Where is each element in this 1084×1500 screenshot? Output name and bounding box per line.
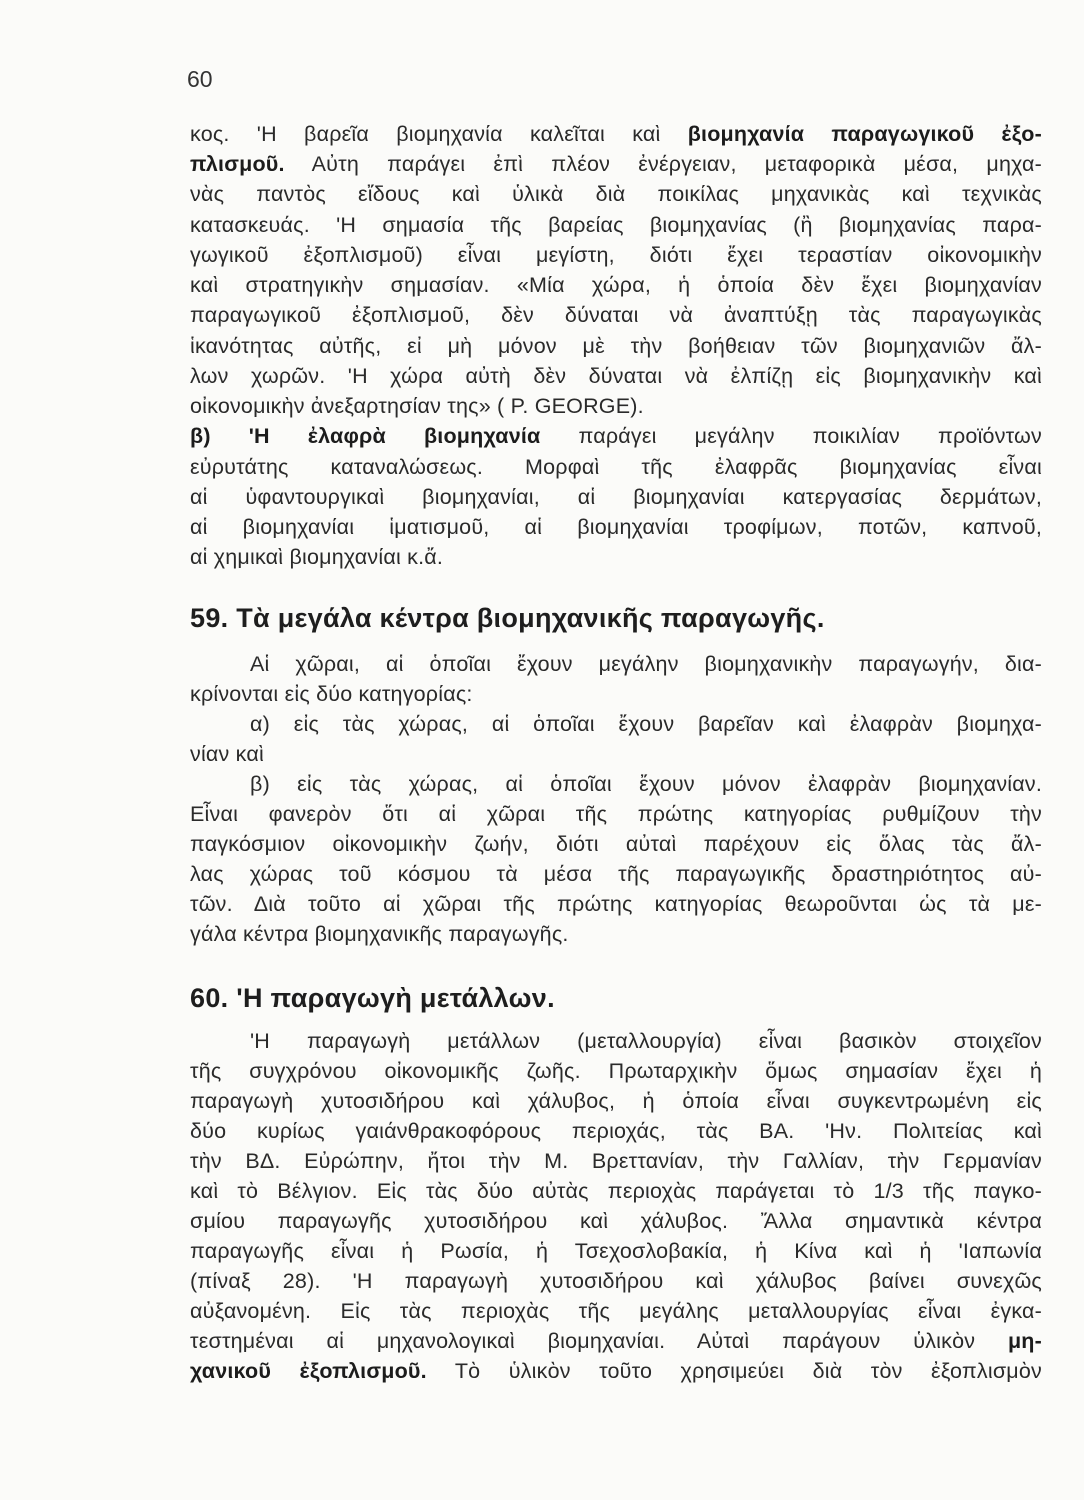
text-line: πλισμοῦ. Αὐτη παράγει ἐπὶ πλέον ἐνέργειαν, μεταφορικὰ μέσα, μηχα- bbox=[190, 152, 1042, 176]
text-line: β) 'Η ἐλαφρὰ βιομηχανία παράγει μεγάλην ποικιλίαν προϊόντων bbox=[190, 424, 1042, 448]
text-line: γωγικοῦ ἐξοπλισμοῦ) εἶναι μεγίστη, διότι ἔχει τεραστίαν οἰκονομικὴν bbox=[190, 243, 1042, 267]
section-heading: 59. Τὰ μεγάλα κέντρα βιομηχανικῆς παραγωγῆς. bbox=[190, 603, 825, 633]
text-line: τὴν ΒΔ. Εὐρώπην, ἤτοι τὴν Μ. Βρεττανίαν, τὴν Γαλλίαν, τὴν Γερμανίαν bbox=[190, 1149, 1042, 1173]
text-line: (πίναξ 28). 'Η παραγωγὴ χυτοσιδήρου καὶ χάλυβος βαίνει συνεχῶς bbox=[190, 1269, 1042, 1293]
text-line: τῶν. Διὰ τοῦτο αἱ χῶραι τῆς πρώτης κατηγορίας θεωροῦνται ὡς τὰ με- bbox=[190, 892, 1042, 916]
text-line: αἱ ὑφαντουργικαὶ βιομηχανίαι, αἱ βιομηχανίαι κατεργασίας δερμάτων, bbox=[190, 485, 1042, 509]
text-line: Εἶναι φανερὸν ὅτι αἱ χῶραι τῆς πρώτης κατηγορίας ρυθμίζουν τὴν bbox=[190, 802, 1042, 826]
text-line: παραγωγὴ χυτοσιδήρου καὶ χάλυβος, ἡ ὁποία εἶναι συγκεντρωμένη εἰς bbox=[190, 1089, 1042, 1113]
text-line: ἱκανότητας αὐτῆς, εἰ μὴ μόνον μὲ τὴν βοήθειαν τῶν βιομηχανιῶν ἄλ- bbox=[190, 334, 1042, 358]
text-line: τεστημέναι αἱ μηχανολογικαὶ βιομηχανίαι. Αὐταὶ παράγουν ὑλικὸν μη- bbox=[190, 1329, 1042, 1353]
bold-term: χανικοῦ ἐξοπλισμοῦ. bbox=[190, 1359, 427, 1383]
section-heading: 60. 'Η παραγωγὴ μετάλλων. bbox=[190, 983, 555, 1013]
text-line: καὶ στρατηγικὴν σημασίαν. «Μία χώρα, ἡ ὁποία δὲν ἔχει βιομηχανίαν bbox=[190, 273, 1042, 297]
bold-term: μη- bbox=[1007, 1329, 1042, 1353]
text-line: νίαν καὶ bbox=[190, 742, 264, 766]
text-line: οἰκονομικὴν ἀνεξαρτησίαν της» ( P. GEORGE). bbox=[190, 394, 644, 418]
text-line: λων χωρῶν. 'Η χώρα αὐτὴ δὲν δύναται νὰ ἐλπίζῃ εἰς βιομηχανικὴν καὶ bbox=[190, 364, 1042, 388]
bold-term: βιομηχανία παραγωγικοῦ ἐξο- bbox=[687, 122, 1042, 146]
text-line: α) εἰς τὰς χώρας, αἱ ὁποῖαι ἔχουν βαρεῖαν καὶ ἐλαφρὰν βιομηχα- bbox=[250, 712, 1042, 736]
text-line: αἱ βιομηχανίαι ἱματισμοῦ, αἱ βιομηχανίαι τροφίμων, ποτῶν, καπνοῦ, bbox=[190, 515, 1042, 539]
text-line: δύο κυρίως γαιάνθρακοφόρους περιοχάς, τὰς ΒΑ. 'Ην. Πολιτείας καὶ bbox=[190, 1119, 1042, 1143]
text-line: Αἱ χῶραι, αἱ ὁποῖαι ἔχουν μεγάλην βιομηχανικὴν παραγωγήν, δια- bbox=[250, 652, 1042, 676]
text-line: αἱ χημικαὶ βιομηχανίαι κ.ἄ. bbox=[190, 545, 444, 569]
text-line: καὶ τὸ Βέλγιον. Εἰς τὰς δύο αὐτὰς περιοχὰς παράγεται τὸ 1/3 τῆς παγκο- bbox=[190, 1179, 1042, 1203]
bold-term: πλισμοῦ. bbox=[190, 152, 285, 176]
text-line: β) εἰς τὰς χώρας, αἱ ὁποῖαι ἔχουν μόνον ἐλαφρὰν βιομηχανίαν. bbox=[250, 772, 1042, 796]
text-line: κρίνονται εἰς δύο κατηγορίας: bbox=[190, 682, 473, 706]
text-line: γάλα κέντρα βιομηχανικῆς παραγωγῆς. bbox=[190, 922, 569, 946]
text-line: σμίου παραγωγῆς χυτοσιδήρου καὶ χάλυβος. Ἄλλα σημαντικὰ κέντρα bbox=[190, 1209, 1042, 1233]
text-line: παραγωγικοῦ ἐξοπλισμοῦ, δὲν δύναται νὰ ἀναπτύξῃ τὰς παραγωγικὰς bbox=[190, 303, 1042, 327]
text-line: παγκόσμιον οἰκονομικὴν ζωήν, διότι αὐταὶ παρέχουν εἰς ὅλας τὰς ἄλ- bbox=[190, 832, 1042, 856]
text-line: τῆς συγχρόνου οἰκονομικῆς ζωῆς. Πρωταρχικὴν ὅμως σημασίαν ἔχει ἡ bbox=[190, 1059, 1042, 1083]
text-line: νὰς παντὸς εἴδους καὶ ὑλικὰ διὰ ποικίλας μηχανικὰς καὶ τεχνικὰς bbox=[190, 182, 1042, 206]
text-line: παραγωγῆς εἶναι ἡ Ρωσία, ἡ Τσεχοσλοβακία, ἡ Κίνα καὶ ἡ 'Ιαπωνία bbox=[190, 1239, 1042, 1263]
text-line: αὐξανομένη. Εἰς τὰς περιοχὰς τῆς μεγάλης μεταλλουργίας εἶναι ἐγκα- bbox=[190, 1299, 1042, 1323]
bold-term: β) 'Η ἐλαφρὰ βιομηχανία bbox=[190, 424, 541, 448]
text-line: κος. 'Η βαρεῖα βιομηχανία καλεῖται καὶ βιομηχανία παραγωγικοῦ ἐξο- bbox=[190, 122, 1042, 146]
text-line: χανικοῦ ἐξοπλισμοῦ. Τὸ ὑλικὸν τοῦτο χρησιμεύει διὰ τὸν ἐξοπλισμὸν bbox=[190, 1359, 1042, 1383]
text-line: κατασκευάς. 'Η σημασία τῆς βαρείας βιομηχανίας (ἢ βιομηχανίας παρα- bbox=[190, 213, 1042, 237]
page-number: 60 bbox=[187, 66, 213, 92]
text-line: 'Η παραγωγὴ μετάλλων (μεταλλουργία) εἶναι βασικὸν στοιχεῖον bbox=[250, 1029, 1042, 1053]
text-line: λας χώρας τοῦ κόσμου τὰ μέσα τῆς παραγωγικῆς δραστηριότητος αὐ- bbox=[190, 862, 1042, 886]
text-line: εὐρυτάτης καταναλώσεως. Μορφαὶ τῆς ἐλαφρᾶς βιομηχανίας εἶναι bbox=[190, 455, 1042, 479]
